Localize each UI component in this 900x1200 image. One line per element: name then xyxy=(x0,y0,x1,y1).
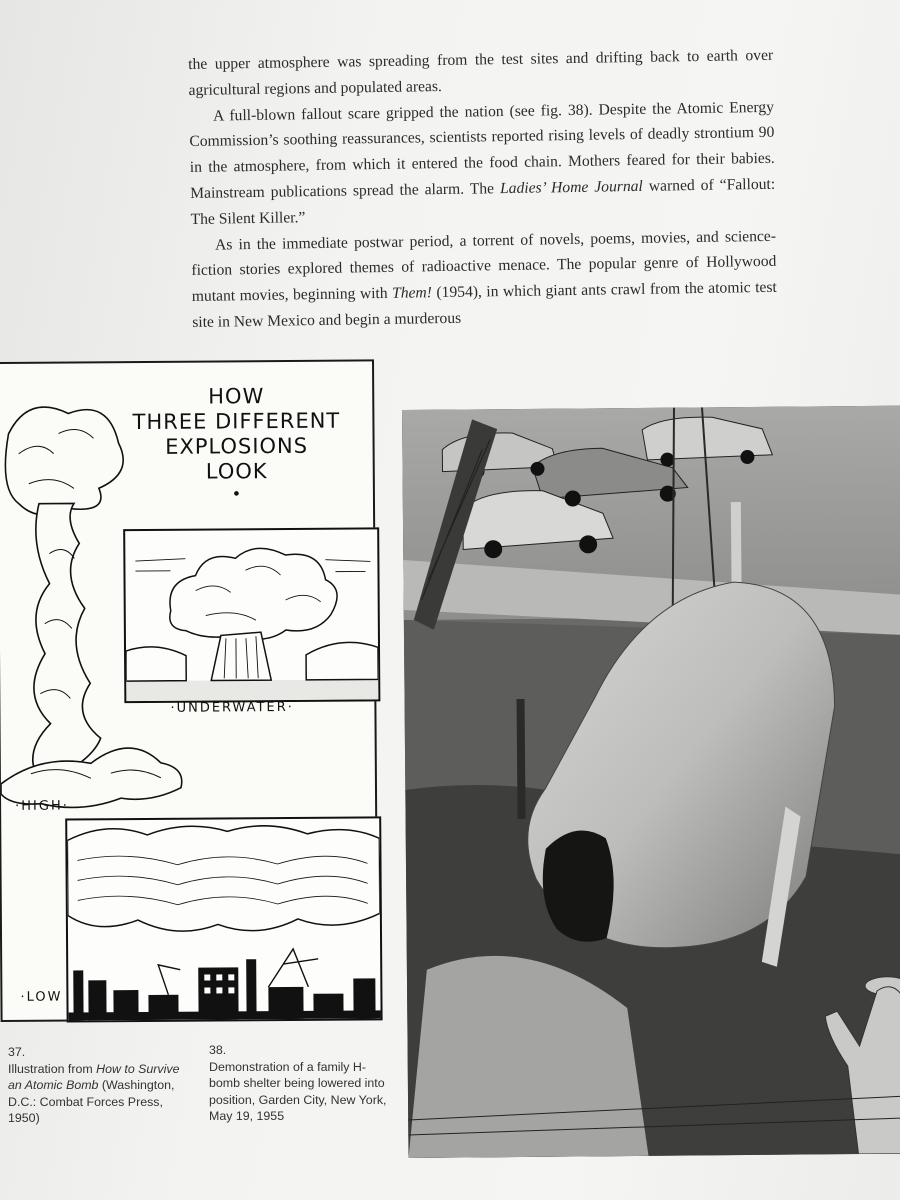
caption-38-number: 38. xyxy=(209,1043,227,1057)
caption-figure-38 xyxy=(209,1042,394,1125)
paragraph-2-part-b: warned of “Fallout: The Silent Killer.” xyxy=(190,175,776,228)
low-explosion-drawing xyxy=(67,818,380,1020)
caption-figure-37 xyxy=(8,1044,193,1127)
caption-37-book-title: How to Survive an Atomic Bomb xyxy=(8,1061,180,1092)
paragraph-3-part-a: As in the immediate postwar period, a torrent of novels, poems, movies, and science-fiction stories explored themes of radioactive menace. The popular genre of Hollywood mutant movies, beginning with xyxy=(191,227,777,306)
figure-37-illustration xyxy=(0,359,379,1022)
low-panel xyxy=(65,816,382,1022)
paragraph-1: the upper atmosphere was spreading from the test sites and drifting back to earth over agricultural regions and populated areas. xyxy=(188,46,774,99)
paragraph-2-part-a: A full-blown fallout scare gripped the nation (see fig. 38). Despite the Atomic Energy Commission’s soothing reassurances, scientists reported rising levels of deadly strontium 90 in the atmosphere, from which it entered the food chain. Mothers feared for their babies. Mainstream publications spread the alarm. The xyxy=(189,98,775,202)
caption-38-text: Demonstration of a family H-bomb shelter being lowered into position, Garden City, New York, May 19, 1955 xyxy=(209,1059,387,1123)
figure-38-photo xyxy=(402,406,900,1158)
body-text xyxy=(188,43,777,336)
caption-37-text-a: Illustration from xyxy=(8,1061,97,1076)
shelter-photo xyxy=(402,406,900,1158)
title-line-2: THREE DIFFERENT xyxy=(132,408,341,435)
illustration-title xyxy=(116,383,357,505)
label-high: ·HIGH· xyxy=(15,798,69,814)
title-line-1: HOW xyxy=(208,384,265,409)
title-line-3: EXPLOSIONS xyxy=(165,433,309,459)
label-low: ·LOW xyxy=(20,989,63,1005)
journal-title: Ladies’ Home Journal xyxy=(499,177,643,198)
paragraph-3 xyxy=(191,223,778,335)
underwater-panel xyxy=(123,527,380,703)
paragraph-2 xyxy=(189,94,776,232)
caption-37-text-b: (Washington, D.C.: Combat Forces Press, 1950) xyxy=(8,1078,175,1125)
caption-37-number: 37. xyxy=(8,1045,26,1059)
title-line-4: LOOK xyxy=(205,459,268,484)
paragraph-3-part-b: (1954), in which giant ants crawl from the atomic test site in New Mexico and begin a murderous xyxy=(192,278,777,331)
movie-title: Them! xyxy=(391,284,433,302)
title-dot: • xyxy=(231,484,243,504)
label-underwater: ·UNDERWATER· xyxy=(170,699,294,716)
underwater-explosion-drawing xyxy=(125,529,378,701)
